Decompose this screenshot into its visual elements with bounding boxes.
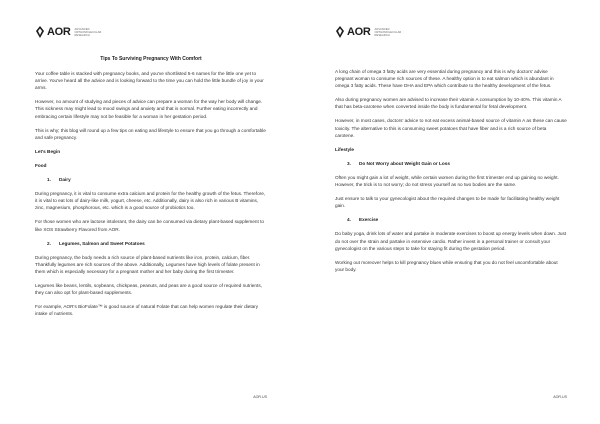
paragraph: For example, AOR's BioFolate™ is good source of natural Folate that can help women regulate their dietary intake of nutrients. [35,304,259,317]
aor-logo [35,26,101,38]
subheading-number: 2. [47,240,51,246]
section-heading-lifestyle: Lifestyle [335,146,355,152]
logo-wordmark: AOR [47,26,71,38]
subheading-dairy [35,176,267,183]
left-page-body [35,56,267,324]
right-page-body [335,68,567,280]
subheading-number: 4. [347,217,351,223]
document-page-right [300,0,600,424]
aor-logo-icon [35,26,45,38]
paragraph: Just ensure to talk to your gynecologist about the required changes to be made for facilitating healthy weight gain. [335,196,560,209]
subheading-text: Exercise [359,217,379,223]
section-heading-lets-begin: Let's Begin [35,148,61,154]
paragraph: This is why; this blog will round up a few tips on eating and lifestyle to ensure that you go through a comfortable and safe pregnancy. [35,127,266,140]
paragraph: Working out moreover helps to kill pregnancy blues while ensuring that you do not feel uncomfortable about your body. [335,259,558,272]
paragraph: Your coffee table is stacked with pregnancy books, and you've shortlisted 5-6 names for the little one yet to arrive. You've heard all the advice and is looking forward to the time you can hold the little bundle of joy in your arms. [35,71,264,91]
subheading-number: 3. [347,160,351,166]
subheading-legumes [35,240,267,247]
paragraph: However, in most cases, doctors' advice to not eat excess animal-based source of vitamin A as these can cause toxicity. The alternative to this is consuming sweet potatoes that have fiber and is a rich source of beta carotene. [335,118,567,138]
paragraph: During pregnancy, the body needs a rich source of plant-based nutrients like iron, protein, calcium, fiber. Thankfully legumes are rich sources of the above. Additionally, Legumes have high levels of folate present in them which is especially necessary for a pregnant mother and her baby during the first trimester. [35,254,260,274]
logo-tagline: ADVANCED ORTHOMOLECULAR RESEARCH [74,27,102,37]
section-heading-food: Food [35,162,47,168]
subheading-text: Legumes, Salmon and Sweet Potatoes [59,240,145,246]
paragraph: For those women who are lactose intolerant, the dairy can be consumed via dietary plant-based supplement to like XOS Strawberry Flavored from AOR. [35,219,265,232]
subheading-text: Dairy [59,177,71,183]
paragraph: However, no amount of studying and pieces of advice can prepare a woman for the way her body will change. This sickness may might lead to mood swings and anxiety and that is normal. Further eating incorrectly and embracing certain lifestyle may not be feasible for a woman in her gestation period. [35,99,263,119]
page-footer-url: AOR.US [253,395,267,399]
paragraph: Legumes like beans, lentils, soybeans, chickpeas, peanuts, and peas are a good source of required nutrients, they can also opt for plant-based supplements. [35,282,262,296]
aor-logo [335,26,401,38]
paragraph: Do baby yoga, drink lots of water and partake in moderate exercises to boost up energy levels when down. Just do not over the strain and partake in extensive cardio. Rather invest in a personal trainer or consult your gynecologist on the various steps to take for staying fit during the gestation period. [335,231,567,251]
subheading-text: Do Not Worry about Weight Gain or Loss [359,160,450,166]
paragraph: During pregnancy, it is vital to consume extra calcium and protein for the healthy growth of the fetus. Therefore, it is vital to eat lots of dairy-like milk, yogurt, cheese, etc. Additionally, dairy is also rich in various B vitamins, zinc, magnesium, phosphorous, etc. which is a good source of probiotics too. [35,191,266,211]
document-title: Tips To Surviving Pregnancy With Comfort [100,56,202,62]
subheading-number: 1. [47,177,51,183]
paragraph: Often you might gain a lot of weight, while certain women during the first trimester end up gaining no weight. However, the trick is to not worry; do not stress yourself as no two bodies are the same. [335,174,559,188]
logo-wordmark: AOR [347,26,371,38]
logo-tagline: ADVANCED ORTHOMOLECULAR RESEARCH [374,27,402,37]
subheading-weight [335,160,567,167]
paragraph: A long chain of omega 3 fatty acids are very essential during pregnancy and this is why doctors' advise pregnant woman to consume rich sources of these. A healthy option is to eat salmon which is abundant in omega 3 fatty acids. These have DHA and EPA which contribute to the healthy development of the fetus. [335,69,554,89]
page-footer-url: AOR.US [553,395,567,399]
aor-logo-icon [335,26,345,38]
paragraph: Also during pregnancy women are advised to increase their vitamin A consumption by 10-40%. This vitamin A that has beta-carotene when converted inside the body is fundamental for fetal development. [335,97,562,110]
subheading-exercise [335,216,567,223]
